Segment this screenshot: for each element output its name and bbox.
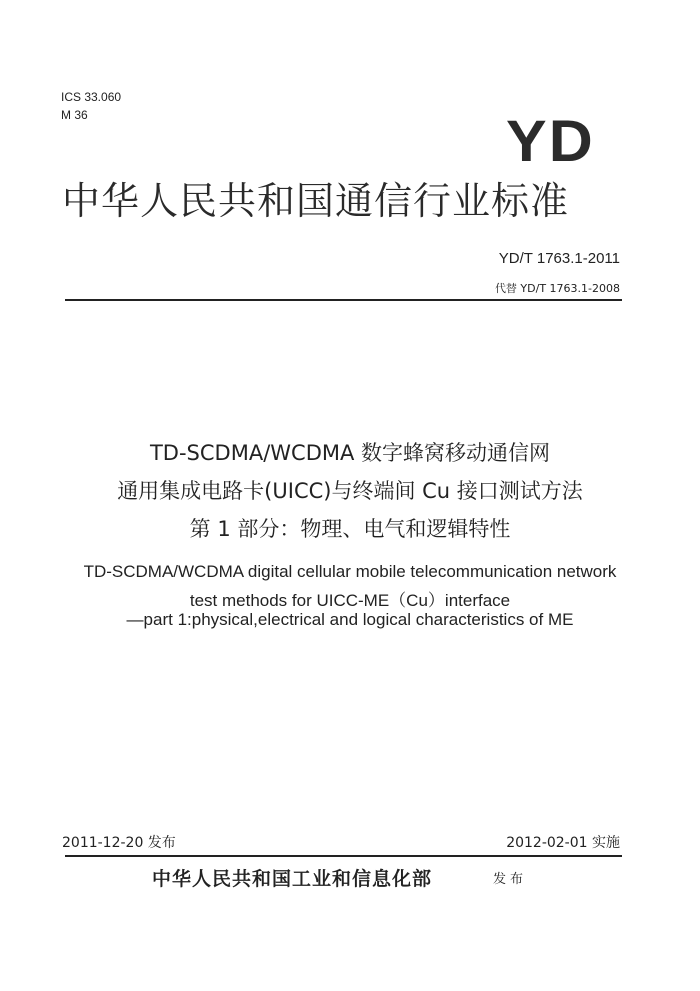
effective-date: 2012-02-01 实施 [506,835,620,851]
header-divider [65,299,622,301]
title-zh-line-2: 通用集成电路卡(UICC)与终端间 Cu 接口测试方法 [117,479,583,503]
yd-logo: YD [506,109,595,174]
issue-label: 发布 [493,872,528,887]
title-en-line-2: test methods for UICC-ME（Cu）interface [189,591,511,610]
standard-type-title: 中华人民共和国通信行业标准 [62,179,570,223]
title-en-line-3: —part 1:physical,electrical and logical characteristics of ME [126,610,574,629]
title-zh-line-1: TD-SCDMA/WCDMA 数字蜂窝移动通信网 [149,441,551,465]
ics-code: ICS 33.060 [61,90,122,104]
issuing-authority: 中华人民共和国工业和信息化部 [152,868,433,890]
standard-number: YD/T 1763.1-2011 [498,250,620,267]
title-zh-line-3: 第 1 部分：物理、电气和逻辑特性 [189,517,511,541]
category-code: M 36 [61,108,88,122]
replaces-note: 代替 YD/T 1763.1-2008 [494,282,620,295]
title-en-line-1: TD-SCDMA/WCDMA digital cellular mobile telecommunication network [83,562,617,581]
publish-date: 2011-12-20 发布 [62,835,176,851]
footer-divider [65,855,622,857]
